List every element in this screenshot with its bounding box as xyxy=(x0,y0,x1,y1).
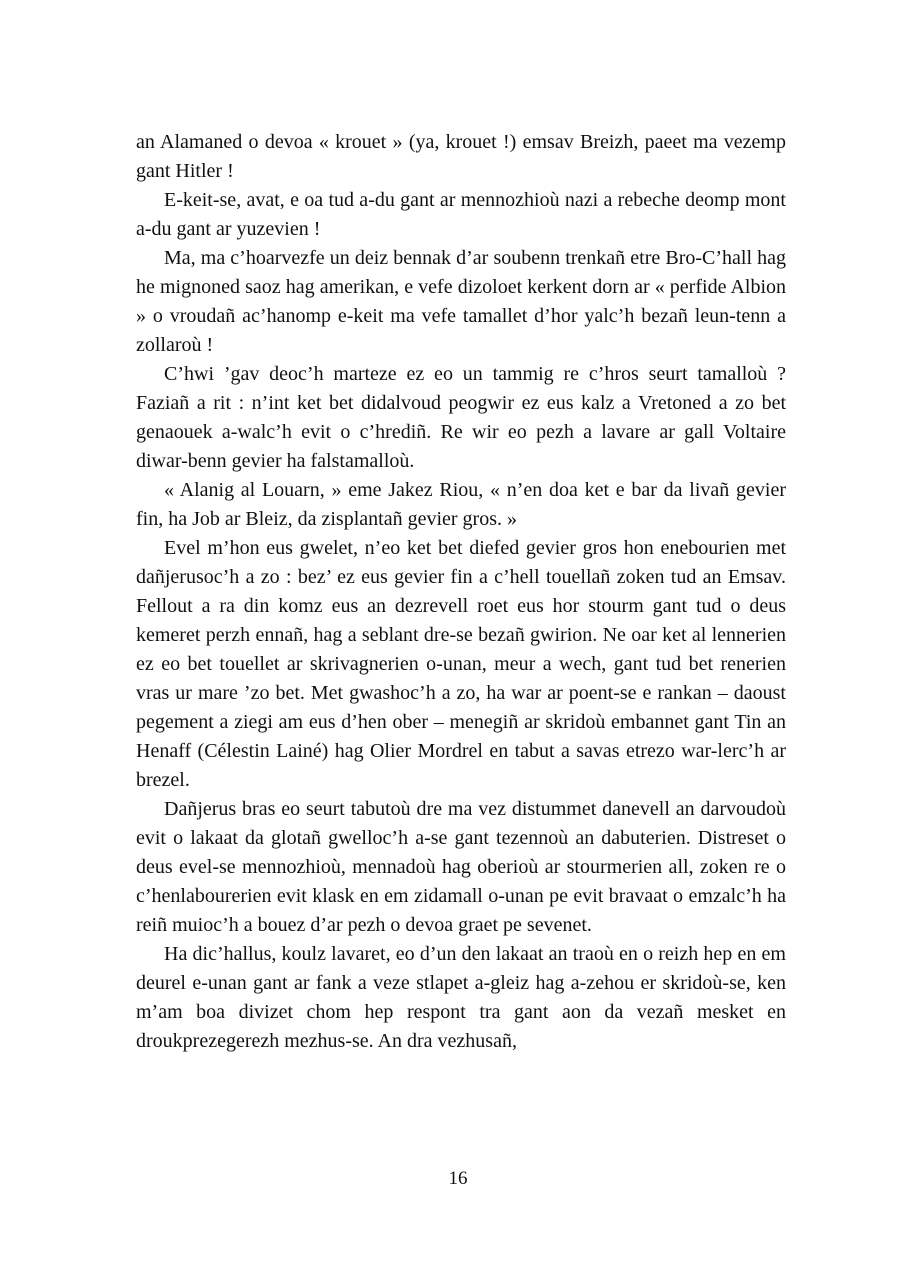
page-number: 16 xyxy=(448,1168,468,1189)
paragraph: E-keit-se, avat, e oa tud a-du gant ar mennozhioù nazi a rebeche deomp mont a-du gant ar yuzevien ! xyxy=(136,189,786,240)
paragraph: « Alanig al Louarn, » eme Jakez Riou, « n’en doa ket e bar da livañ gevier fin, ha Job ar Bleiz, da zisplantañ gevier gros. » xyxy=(136,479,786,530)
paragraph: Ha dic’hallus, koulz lavaret, eo d’un den lakaat an traoù en o reizh hep en em deurel e-unan gant ar fank a veze stlapet a-gleiz hag a-zehou er skridoù-se, ken m’am boa divizet chom hep respont tra gant aon da vezañ mesket en droukprezegerezh mezhus-se. An dra vezhusañ, xyxy=(136,943,786,1052)
paragraph-continuation: an Alamaned o devoa « krouet » (ya, krouet !) emsav Breizh, paeet ma vezemp gant Hitler ! xyxy=(136,131,786,182)
paragraph: Evel m’hon eus gwelet, n’eo ket bet diefed gevier gros hon enebourien met dañjerusoc’h a zo : bez’ ez eus gevier fin a c’hell touellañ zoken tud an Emsav. Fellout a ra din komz eus an dezrevell roet eus hor stourm gant tud o deus kemeret perzh ennañ, hag a seblant dre-se bezañ gwirion. Ne oar ket al lennerien ez eo bet touellet ar skrivagnerien o-unan, meur a wech, gant tud bet renerien vras ur mare ’zo bet. Met gwashoc’h a zo, ha war ar poent-se e rankan – daoust pegement a ziegi am eus d’hen ober – menegiñ ar skridoù embannet gant Tin an Henaff (Célestin Lainé) hag Olier Mordrel en tabut a savas etrezo war-lerc’h ar brezel. xyxy=(136,537,786,791)
body-text xyxy=(136,128,786,1056)
paragraph: C’hwi ’gav deoc’h marteze ez eo un tammig re c’hros seurt tamalloù ? Faziañ a rit : n’int ket bet didalvoud peogwir ez eus kalz a Vretoned a zo bet genaouek a-walc’h evit o c’hrediñ. Re wir eo pezh a lavare ar gall Voltaire diwar-benn gevier ha falstamalloù. xyxy=(136,363,786,472)
paragraph: Dañjerus bras eo seurt tabutoù dre ma vez distummet danevell an darvoudoù evit o lakaat da glotañ gwelloc’h a-se gant tezennoù an dabuterien. Distreset o deus evel-se mennozhioù, mennadoù hag oberioù ar stourmerien all, zoken re o c’henlabourerien evit klask en em zidamall o-unan pe evit bravaat o emzalc’h ha reiñ muioc’h a bouez d’ar pezh o devoa graet pe sevenet. xyxy=(136,798,786,936)
paragraph: Ma, ma c’hoarvezfe un deiz bennak d’ar soubenn trenkañ etre Bro-C’hall hag he mignoned saoz hag amerikan, e vefe dizoloet kerkent dorn ar « perfide Albion » o vroudañ ac’hanomp e-keit ma vefe tamallet d’hor yalc’h bezañ leun-tenn a zollaroù ! xyxy=(136,247,786,356)
